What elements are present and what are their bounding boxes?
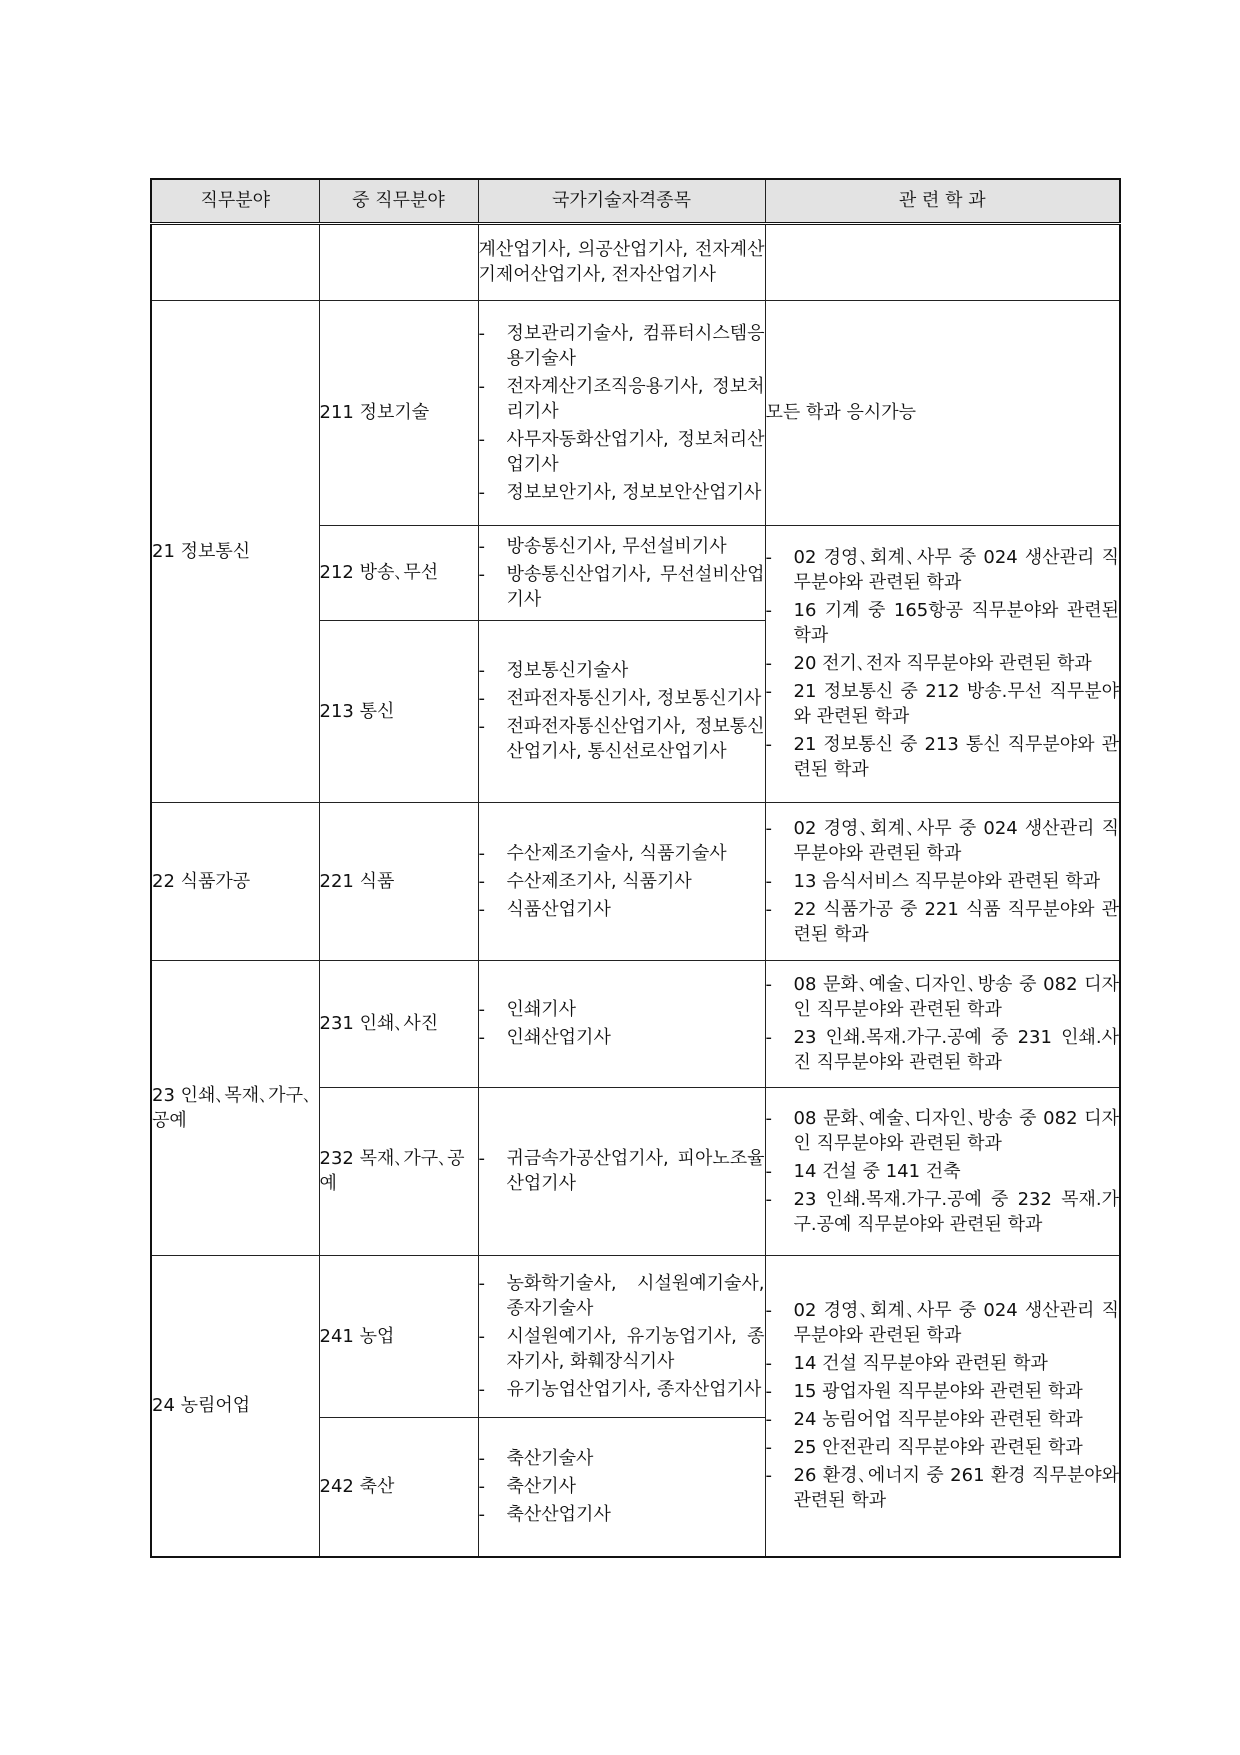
header-certification: 국가기술자격종목	[478, 179, 765, 223]
field-cell: 23 인쇄､목재､가구､공예	[151, 960, 319, 1255]
list-item: - 방송통신산업기사, 무선설비산업기사	[479, 562, 765, 612]
sub-field-cell: 213 통신	[319, 620, 478, 802]
list-item: - 정보관리기술사, 컴퓨터시스템응용기술사	[479, 321, 765, 371]
dept-text: 모든 학과 응시가능	[765, 402, 917, 423]
header-row	[151, 179, 1120, 223]
cert-cell	[478, 1255, 765, 1417]
list-item: - 14 건설 중 141 건축	[766, 1159, 1120, 1184]
list-item: - 26 환경､에너지 중 261 환경 직무분야와 관련된 학과	[766, 1463, 1120, 1513]
list-item: - 축산기술사	[479, 1446, 765, 1471]
sub-field-cell	[319, 223, 478, 300]
list-item: - 13 음식서비스 직무분야와 관련된 학과	[766, 869, 1120, 894]
list-item: - 22 식품가공 중 221 식품 직무분야와 관련된 학과	[766, 897, 1120, 947]
table-row	[151, 960, 1120, 1087]
dept-cell	[765, 525, 1120, 802]
table-row	[151, 223, 1120, 300]
cert-cell	[478, 525, 765, 620]
list-item: - 08 문화､예술､디자인､방송 중 082 디자인 직무분야와 관련된 학과	[766, 1106, 1120, 1156]
sub-field-cell: 242 축산	[319, 1417, 478, 1557]
list-item: - 정보통신기술사	[479, 658, 765, 683]
dept-cell	[765, 1087, 1120, 1255]
table-row	[151, 300, 1120, 525]
list-item: - 20 전기､전자 직무분야와 관련된 학과	[766, 651, 1120, 676]
list-item: - 전파전자통신산업기사, 정보통신산업기사, 통신선로산업기사	[479, 714, 765, 764]
list-item: - 23 인쇄.목재.가구.공예 중 231 인쇄.사진 직무분야와 관련된 학과	[766, 1025, 1120, 1075]
sub-field-cell: 241 농업	[319, 1255, 478, 1417]
list-item: - 축산산업기사	[479, 1502, 765, 1527]
dept-cell	[765, 1255, 1120, 1557]
list-item: - 전자계산기조직응용기사, 정보처리기사	[479, 374, 765, 424]
field-cell	[151, 223, 319, 300]
list-item: - 정보보안기사, 정보보안산업기사	[479, 480, 765, 505]
list-item: - 사무자동화산업기사, 정보처리산업기사	[479, 427, 765, 477]
list-item: - 인쇄기사	[479, 997, 765, 1022]
list-item: - 25 안전관리 직무분야와 관련된 학과	[766, 1435, 1120, 1460]
cert-cell	[478, 300, 765, 525]
cert-cell	[478, 1417, 765, 1557]
list-item: - 축산기사	[479, 1474, 765, 1499]
list-item: - 02 경영､회계､사무 중 024 생산관리 직무분야와 관련된 학과	[766, 545, 1120, 595]
continuation-cert-text: 계산업기사, 의공산업기사, 전자계산기제어산업기사, 전자산업기사	[478, 239, 765, 285]
list-item: - 농화학기술사, 시설원예기술사, 종자기술사	[479, 1271, 765, 1321]
list-item: - 15 광업자원 직무분야와 관련된 학과	[766, 1379, 1120, 1404]
list-item: - 02 경영､회계､사무 중 024 생산관리 직무분야와 관련된 학과	[766, 816, 1120, 866]
dept-cell	[765, 300, 1120, 525]
list-item: - 인쇄산업기사	[479, 1025, 765, 1050]
list-item: - 16 기계 중 165항공 직무분야와 관련된 학과	[766, 598, 1120, 648]
header-sub-field: 중 직무분야	[319, 179, 478, 223]
cert-cell	[478, 223, 765, 300]
field-cell: 24 농림어업	[151, 1255, 319, 1557]
list-item: - 시설원예기사, 유기농업기사, 종자기사, 화훼장식기사	[479, 1324, 765, 1374]
field-cell: 21 정보통신	[151, 300, 319, 802]
header-field: 직무분야	[151, 179, 319, 223]
cert-cell	[478, 960, 765, 1087]
list-item: - 유기농업산업기사, 종자산업기사	[479, 1377, 765, 1402]
list-item: - 08 문화､예술､디자인､방송 중 082 디자인 직무분야와 관련된 학과	[766, 972, 1120, 1022]
cert-cell	[478, 1087, 765, 1255]
cert-cell	[478, 620, 765, 802]
header-related-dept: 관 련 학 과	[765, 179, 1120, 223]
field-cell: 22 식품가공	[151, 802, 319, 960]
list-item: - 24 농림어업 직무분야와 관련된 학과	[766, 1407, 1120, 1432]
table-row	[151, 802, 1120, 960]
table-row	[151, 1255, 1120, 1417]
list-item: - 수산제조기술사, 식품기술사	[479, 841, 765, 866]
list-item: - 02 경영､회계､사무 중 024 생산관리 직무분야와 관련된 학과	[766, 1298, 1120, 1348]
sub-field-cell: 211 정보기술	[319, 300, 478, 525]
list-item: - 21 정보통신 중 213 통신 직무분야와 관련된 학과	[766, 732, 1120, 782]
list-item: - 방송통신기사, 무선설비기사	[479, 534, 765, 559]
list-item: - 식품산업기사	[479, 897, 765, 922]
sub-field-cell: 232 목재､가구､공예	[319, 1087, 478, 1255]
list-item: - 23 인쇄.목재.가구.공예 중 232 목재.가구.공예 직무분야와 관련된 학과	[766, 1187, 1120, 1237]
sub-field-cell: 221 식품	[319, 802, 478, 960]
sub-field-cell: 231 인쇄､사진	[319, 960, 478, 1087]
list-item: - 21 정보통신 중 212 방송.무선 직무분야와 관련된 학과	[766, 679, 1120, 729]
list-item: - 귀금속가공산업기사, 피아노조율산업기사	[479, 1146, 765, 1196]
dept-cell	[765, 802, 1120, 960]
cert-cell	[478, 802, 765, 960]
list-item: - 14 건설 직무분야와 관련된 학과	[766, 1351, 1120, 1376]
sub-field-cell: 212 방송､무선	[319, 525, 478, 620]
list-item: - 수산제조기사, 식품기사	[479, 869, 765, 894]
dept-cell	[765, 960, 1120, 1087]
qualification-table	[150, 178, 1121, 1558]
dept-cell	[765, 223, 1120, 300]
list-item: - 전파전자통신기사, 정보통신기사	[479, 686, 765, 711]
